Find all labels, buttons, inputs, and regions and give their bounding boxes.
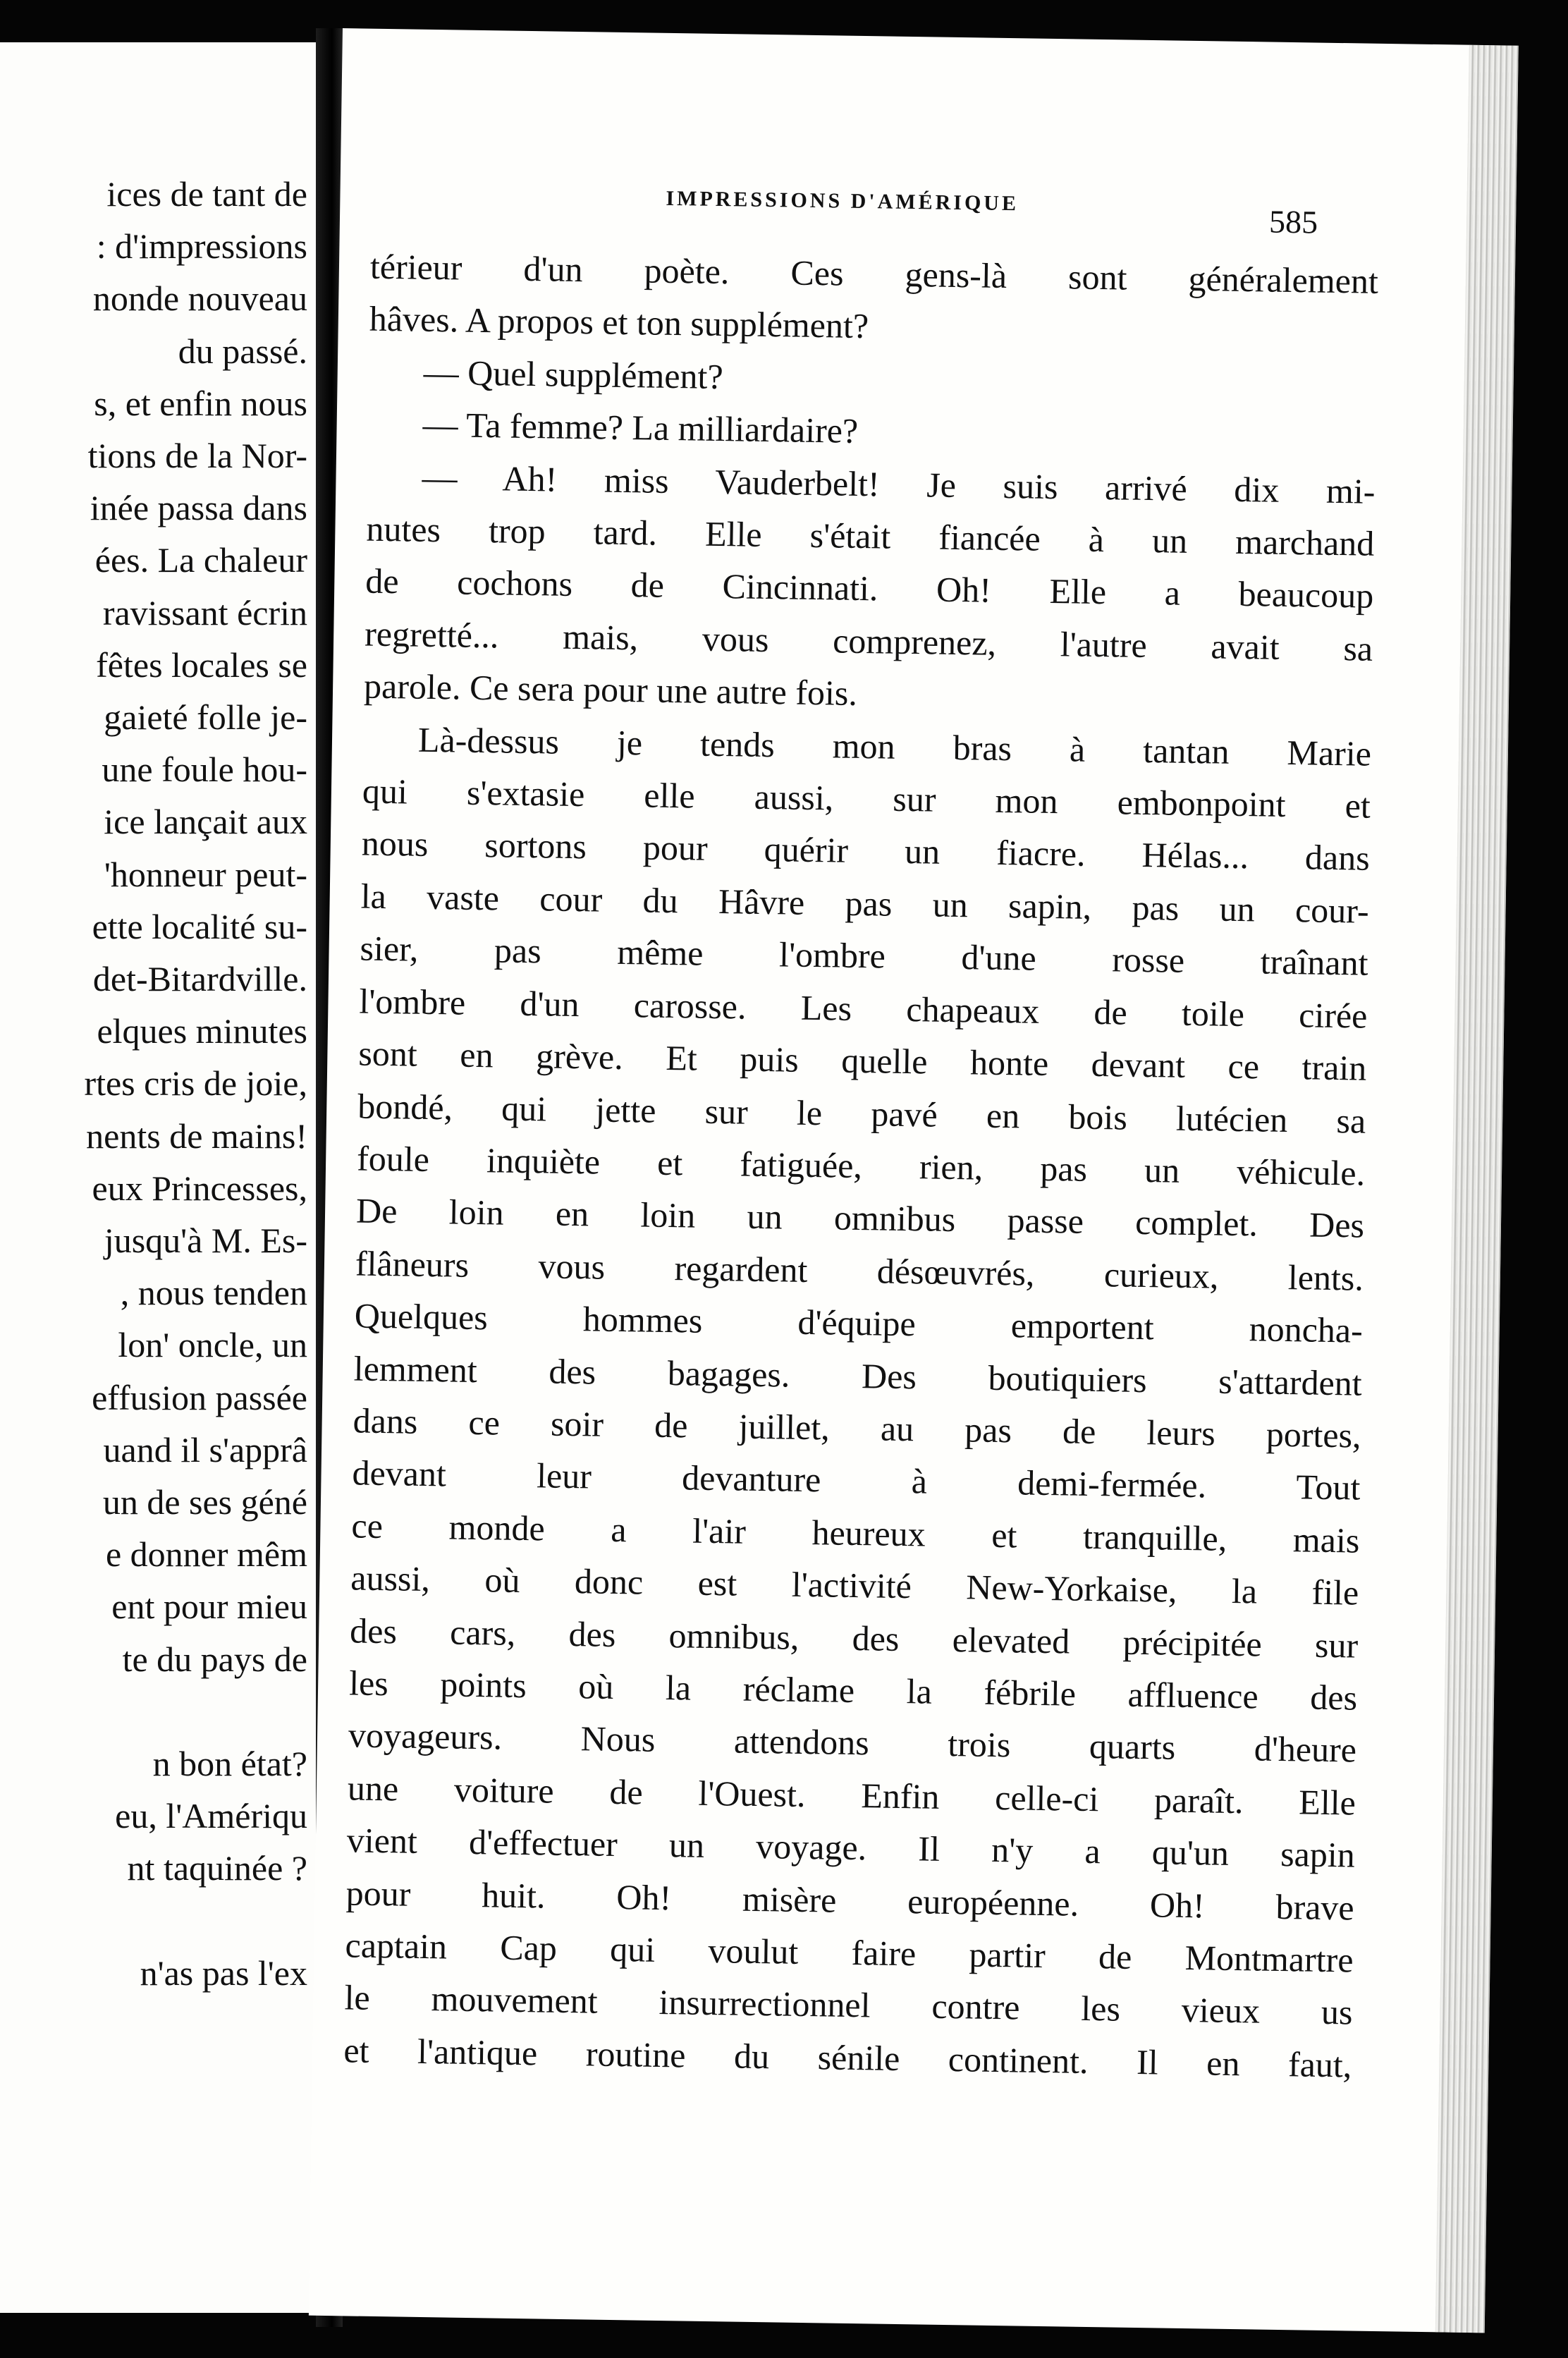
- left-text-line: , nous tenden: [120, 1273, 307, 1313]
- text-line: vient d'effectuer un voyage. Il n'y a qu'un sapin: [346, 1820, 1356, 1875]
- left-text-line: fêtes locales se: [96, 645, 307, 685]
- left-text-line: elques minutes: [97, 1011, 307, 1051]
- text-line: lemment des bagages. Des boutiquiers s'attardent: [353, 1348, 1363, 1403]
- left-text-line: ette localité su-: [92, 906, 307, 946]
- text-line: devant leur devanture à demi-fermée. Tout: [352, 1453, 1361, 1508]
- left-text-line: un de ses géné: [102, 1482, 307, 1522]
- left-text-line: n'as pas l'ex: [140, 1953, 307, 1993]
- text-line: captain Cap qui voulut faire partir de Montmartre: [345, 1925, 1354, 1980]
- text-line: parole. Ce sera pour une autre fois.: [363, 666, 858, 714]
- text-line: Quelques hommes d'équipe emportent noncha-: [354, 1295, 1364, 1350]
- left-text-line: uand il s'apprâ: [103, 1429, 307, 1470]
- text-line: des cars, des omnibus, des elevated précipitée sur: [349, 1610, 1359, 1666]
- text-line: l'ombre d'un carosse. Les chapeaux de toile cirée: [359, 981, 1368, 1036]
- left-text-line: effusion passée: [92, 1377, 307, 1417]
- text-line: la vaste cour du Hâvre pas un sapin, pas un cour-: [360, 876, 1370, 931]
- text-line: le mouvement insurrectionnel contre les vieux us: [344, 1977, 1353, 2032]
- left-text-line: ent pour mieu: [111, 1587, 307, 1627]
- left-text-line: n bon état?: [152, 1744, 307, 1784]
- text-line: pour huit. Oh! misère européenne. Oh! brave: [345, 1872, 1355, 1928]
- text-line: De loin en loin un omnibus passe complet. Des: [355, 1190, 1365, 1245]
- text-line: sont en grève. Et puis quelle honte devant ce train: [358, 1033, 1367, 1088]
- left-text-line: gaieté folle je-: [104, 697, 307, 738]
- text-line: les points où la réclame la fébrile affluence des: [348, 1663, 1358, 1718]
- text-line: et l'antique routine du sénile continent. Il en faut,: [343, 2030, 1352, 2085]
- left-text-line: inée passa dans: [90, 488, 307, 528]
- left-text-line: jusqu'à M. Es-: [104, 1221, 307, 1261]
- left-text-line: [84, 1685, 307, 1737]
- page-number: 585: [1268, 203, 1318, 240]
- text-line: sier, pas même l'ombre d'une rosse traînant: [360, 928, 1368, 984]
- left-text-line: s, et enfin nous: [94, 383, 307, 423]
- running-head: IMPRESSIONS D'AMÉRIQUE: [666, 186, 1019, 216]
- left-text-line: nents de mains!: [86, 1116, 307, 1156]
- left-text-line: lon' oncle, un: [118, 1325, 307, 1365]
- left-text-line: nt taquinée ?: [127, 1848, 307, 1888]
- left-page-text: [84, 168, 307, 1999]
- text-line: nutes trop tard. Elle s'était fiancée à un marchand: [366, 508, 1375, 563]
- text-line: de cochons de Cincinnati. Oh! Elle a beaucoup: [365, 561, 1374, 616]
- text-line: — Quel supplément?: [423, 352, 724, 396]
- left-text-line: une foule hou-: [102, 750, 307, 790]
- left-text-line: tions de la Nor-: [87, 436, 307, 476]
- left-text-line: ravissant écrin: [102, 592, 307, 633]
- left-text-line: nonde nouveau: [92, 279, 307, 319]
- text-line: flâneurs vous regardent désœuvrés, curieux, lents.: [355, 1243, 1364, 1298]
- text-line: dans ce soir de juillet, au pas de leurs portes,: [353, 1400, 1361, 1455]
- left-text-line: 'honneur peut-: [104, 854, 307, 894]
- left-text-line: du passé.: [178, 331, 307, 371]
- text-line: bondé, qui jette sur le pavé en bois lutécien sa: [357, 1085, 1366, 1141]
- text-line: une voiture de l'Ouest. Enfin celle-ci paraît. Elle: [347, 1768, 1356, 1823]
- left-text-line: det-Bitardville.: [92, 959, 307, 999]
- text-line: ce monde a l'air heureux et tranquille, mais: [351, 1505, 1360, 1560]
- page-edges: [1434, 45, 1519, 2333]
- text-line: — Ah! miss Vauderbelt! Je suis arrivé dix mi-: [422, 457, 1376, 511]
- right-page: [309, 28, 1519, 2333]
- text-line: qui s'extasie elle aussi, sur mon embonpoint et: [362, 771, 1371, 826]
- text-line: voyageurs. Nous attendons trois quarts d'heure: [348, 1715, 1357, 1770]
- left-text-line: ées. La chaleur: [94, 540, 307, 580]
- left-text-line: eux Princesses,: [92, 1168, 307, 1208]
- text-line: — Ta femme? La milliardaire?: [422, 404, 859, 451]
- left-page-fragment: [0, 42, 316, 2313]
- left-text-line: ices de tant de: [106, 174, 307, 214]
- text-line: Là-dessus je tends mon bras à tantan Marie: [417, 719, 1372, 774]
- left-text-line: te du pays de: [122, 1639, 307, 1679]
- text-line: aussi, où donc est l'activité New-Yorkaise, la file: [350, 1558, 1359, 1613]
- body-text: [343, 240, 1378, 2091]
- text-line: hâves. A propos et ton supplément?: [369, 299, 869, 346]
- left-text-line: e donner mêm: [105, 1534, 307, 1575]
- text-line: térieur d'un poète. Ces gens-là sont généralement: [369, 246, 1379, 301]
- left-text-line: : d'impressions: [96, 226, 307, 267]
- left-text-line: [84, 1895, 307, 1947]
- left-text-line: rtes cris de joie,: [84, 1063, 307, 1104]
- text-line: nous sortons pour quérir un fiacre. Hélas... dans: [361, 823, 1371, 879]
- text-line: regretté... mais, vous comprenez, l'autre avait sa: [364, 613, 1373, 668]
- text-line: foule inquiète et fatiguée, rien, pas un véhicule.: [356, 1138, 1366, 1193]
- left-text-line: ice lançait aux: [104, 802, 307, 842]
- left-text-line: eu, l'Amériqu: [115, 1796, 307, 1836]
